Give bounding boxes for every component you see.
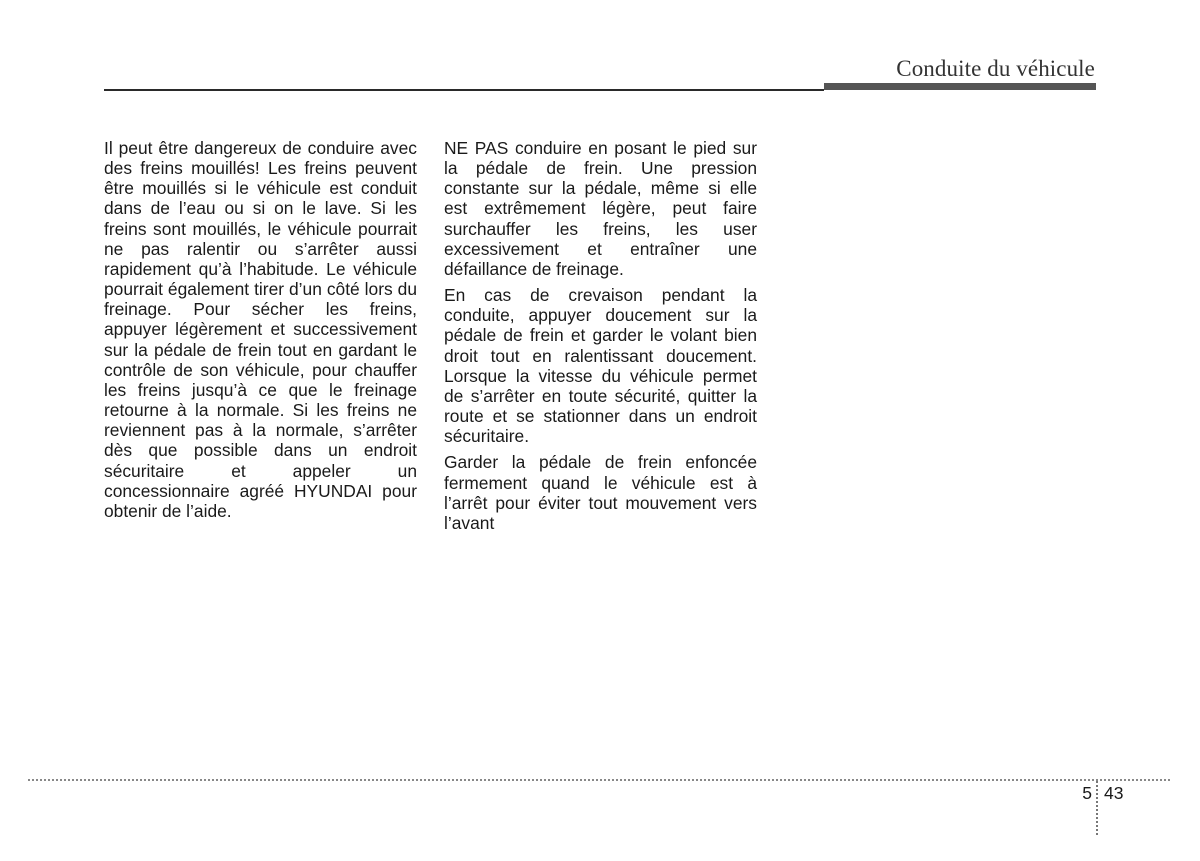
page-number: 43 [1104,783,1124,803]
paragraph-foot-on-pedal: NE PAS conduire en posant le pied sur la pédale de frein. Une pression constante sur la pédale, même si elle est extrêmement légère, peut faire surchauffer les freins, les user excessivement et entraîner une défaillance de freinage. [444,138,757,279]
paragraph-hold-brake: Garder la pédale de frein enfoncée fermement quand le véhicule est à l’arrêt pour éviter tout mouvement vers l’avant [444,452,757,533]
header-rule-accent [824,83,1096,90]
header-rule [104,89,824,91]
chapter-number: 5 [1082,783,1092,803]
footer-divider [28,779,1170,781]
paragraph-flat-tire: En cas de crevaison pendant la conduite, appuyer doucement sur la pédale de frein et garder le volant bien droit tout en ralentissant doucement. Lorsque la vitesse du véhicule permet de s’arrêter en toute sécurité, quitter la route et se stationner dans un endroit sécuritaire. [444,285,757,447]
paragraph-wet-brakes: Il peut être dangereux de conduire avec des freins mouillés! Les freins peuvent être mouillés si le véhicule est conduit dans de l’eau ou si on le lave. Si les freins sont mouillés, le véhicule pourrait ne pas ralentir ou s’arrêter aussi rapidement qu’à l’habitude. Le véhicule pourrait également tirer d’un côté lors du freinage. Pour sécher les freins, appuyer légèrement et successivement sur la pédale de frein tout en gardant le contrôle de son véhicule, pour chauffer les freins jusqu’à ce que le freinage retourne à la normale. Si les freins ne reviennent pas à la normale, s’arrêter dès que possible dans un endroit sécuritaire et appeler un concessionnaire agréé HYUNDAI pour obtenir de l’aide. [104,138,417,521]
text-column-right [444,138,757,539]
section-title: Conduite du véhicule [896,56,1095,81]
text-column-left [104,138,417,527]
footer-page-separator [1096,781,1098,835]
